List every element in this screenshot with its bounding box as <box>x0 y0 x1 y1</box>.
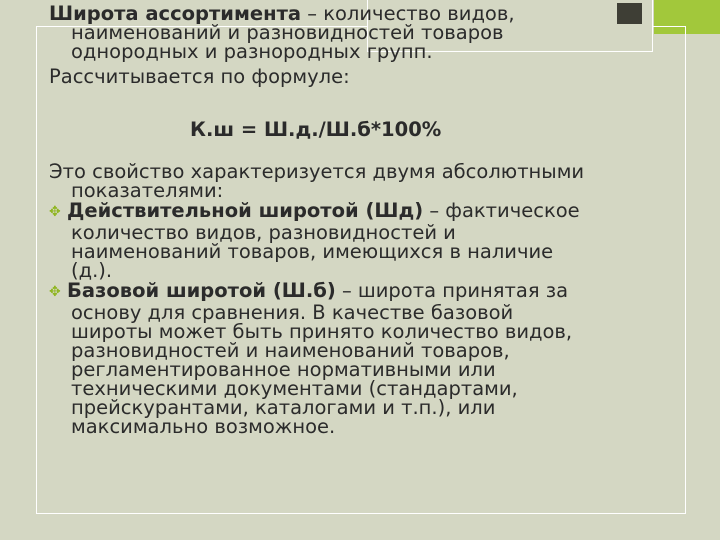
bullet-1-line: (д.). <box>71 259 113 282</box>
calc-label: Рассчитывается по формуле: <box>49 65 350 88</box>
bullet-2-line: основу для сравнения. В качестве базовой <box>71 301 514 324</box>
intro-line-3: однородных и разнородных групп. <box>71 40 433 63</box>
diamond-bullet-icon: ✥ <box>49 284 61 300</box>
bullet-2-first-line: ✥ Базовой широтой (Ш.б) – широта принятая за <box>49 279 569 302</box>
property-block <box>49 162 689 436</box>
bullet-2-line: максимально возможное. <box>71 415 336 438</box>
intro-line-1: Широта ассортимента – количество видов, <box>49 2 515 25</box>
intro-block <box>49 4 689 86</box>
bullet-2-line: техническими документами (стандартами, <box>71 377 518 400</box>
bullet-1-term: Действительной широтой (Шд) <box>67 199 424 222</box>
term-heading: Широта ассортимента <box>49 2 302 25</box>
bullet-1-line: количество видов, разновидностей и <box>71 221 456 244</box>
formula: К.ш = Ш.д./Ш.б*100% <box>190 118 442 141</box>
bullet-2-line: широты может быть принято количество видов, <box>71 320 573 343</box>
bullet-2-line: регламентированное нормативными или <box>71 358 496 381</box>
property-line-2: показателями: <box>71 179 224 202</box>
diamond-bullet-icon: ✥ <box>49 204 61 220</box>
bullet-1-line: наименований товаров, имеющихся в наличие <box>71 240 554 263</box>
bullet-2-line: разновидностей и наименований товаров, <box>71 339 510 362</box>
intro-line-2: наименований и разновидностей товаров <box>71 21 504 44</box>
bullet-1-first-line: ✥ Действительной широтой (Шд) – фактическое <box>49 199 580 222</box>
property-line-1: Это свойство характеризуется двумя абсолютными <box>49 160 585 183</box>
bullet-2-term: Базовой широтой (Ш.б) <box>67 279 336 302</box>
bullet-2-line: прейскурантами, каталогами и т.п.), или <box>71 396 496 419</box>
